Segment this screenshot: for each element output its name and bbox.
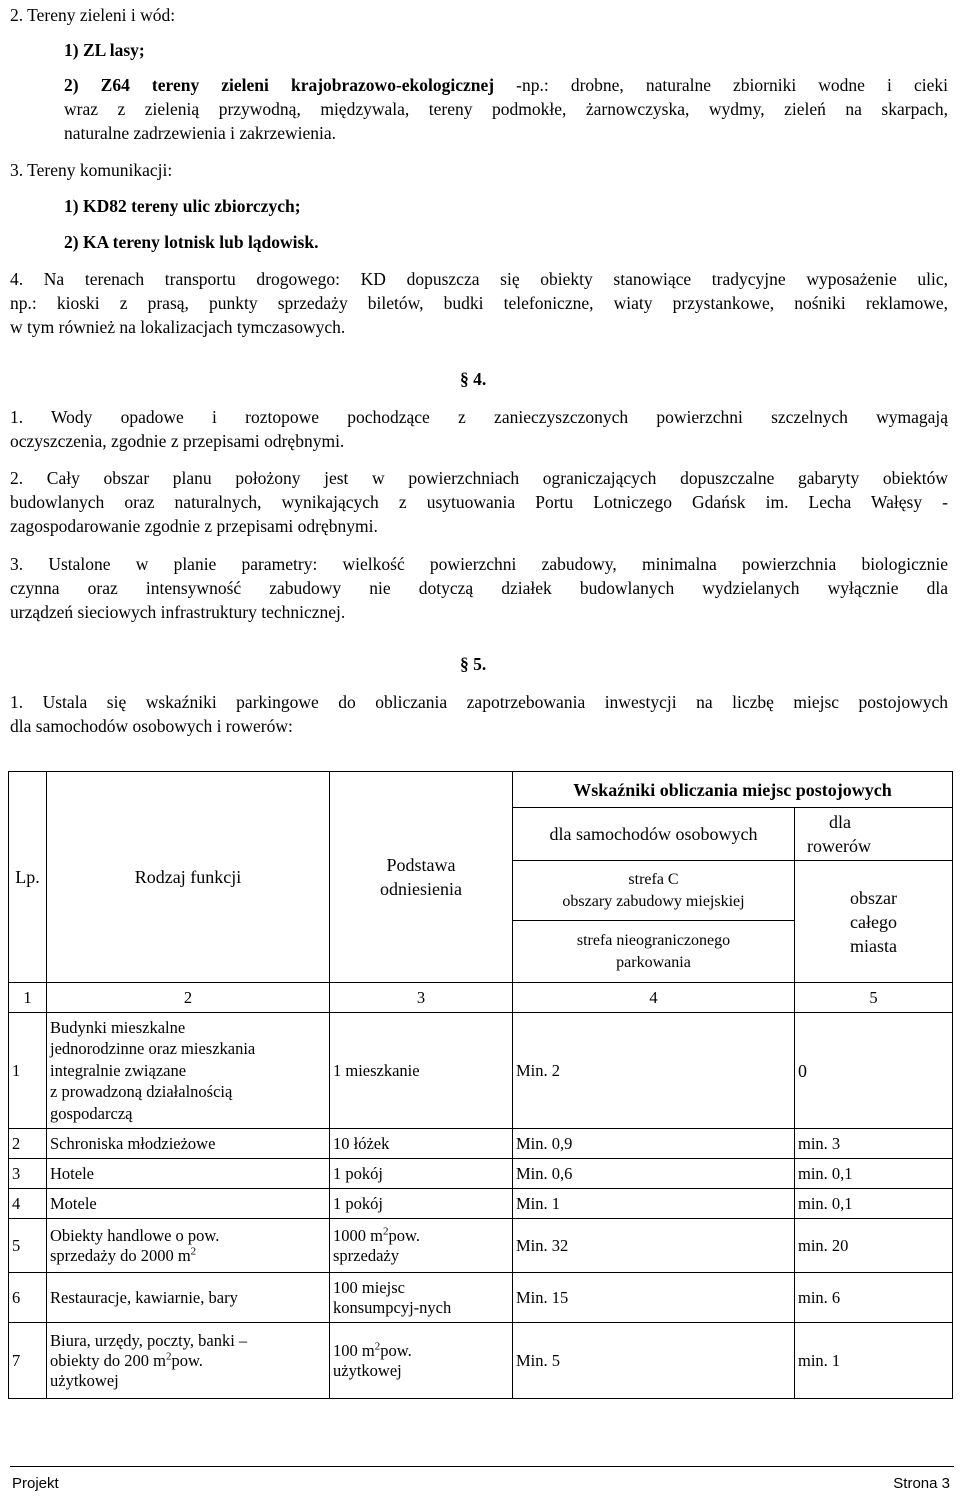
row-base: 1 pokój — [330, 1189, 513, 1219]
footer-page-number: Strona 3 — [893, 1475, 950, 1492]
row-bikes: min. 6 — [795, 1273, 953, 1323]
sec2-item2-line2: wraz z zielenią przywodną, międzywala, tereny podmokłe, żarnowczyska, wydmy, zieleń na skarpach, — [64, 99, 948, 119]
header-strefa-c — [513, 861, 795, 921]
row-function-line: z prowadzoną działalnością — [50, 1082, 233, 1102]
row-bikes: min. 0,1 — [795, 1189, 953, 1219]
row-function-line — [50, 1246, 326, 1266]
column-number: 3 — [330, 983, 513, 1013]
row-base-text: 100 m — [333, 1340, 375, 1360]
par4-p2-line1: 2. Cały obszar planu położony jest w powierzchniach ograniczających dopuszczalne gabaryty obiektów — [10, 468, 948, 488]
row-base — [330, 1273, 513, 1323]
row-cars: Min. 5 — [513, 1323, 795, 1399]
superscript: 2 — [190, 1245, 197, 1257]
row-cars: Min. 15 — [513, 1273, 795, 1323]
row-function: Schroniska młodzieżowe — [47, 1129, 330, 1159]
row-function: Motele — [47, 1189, 330, 1219]
row-function-text: obiekty do 200 m — [50, 1350, 166, 1370]
row-lp: 5 — [9, 1219, 47, 1273]
column-number: 4 — [513, 983, 795, 1013]
row-base-line: użytkowej — [333, 1360, 402, 1380]
par5-p1-line2: dla samochodów osobowych i rowerów: — [10, 716, 293, 736]
paragraph-5-heading: § 5. — [460, 654, 487, 674]
sec2-item2-rest: -np.: drobne, naturalne zbiorniki wodne i cieki — [494, 75, 948, 95]
table-row — [9, 1159, 953, 1189]
column-number: 2 — [47, 983, 330, 1013]
row-cars: Min. 0,9 — [513, 1129, 795, 1159]
header-obszar-line1: obszar — [850, 887, 897, 908]
row-function-line: jednorodzinne oraz mieszkania — [50, 1039, 256, 1059]
header-strefa-nieograniczona — [513, 921, 795, 983]
footer-divider — [10, 1466, 954, 1467]
row-function-text: pow. — [171, 1350, 203, 1370]
row-function-line: Biura, urzędy, poczty, banki – — [50, 1330, 248, 1350]
row-function — [47, 1323, 330, 1399]
header-rowery — [795, 808, 953, 861]
row-lp: 6 — [9, 1273, 47, 1323]
sec2-item2-line3: naturalne zadrzewienia i zakrzewienia. — [64, 123, 337, 143]
row-bikes: 0 — [795, 1013, 953, 1129]
row-function: Restauracje, kawiarnie, bary — [47, 1273, 330, 1323]
header-podstawa-line2: odniesienia — [380, 879, 462, 899]
row-function-line: Obiekty handlowe o pow. — [50, 1225, 220, 1245]
row-base-text: 1000 m — [333, 1225, 383, 1245]
sec4-line2: np.: kioski z prasą, punkty sprzedaży biletów, budki telefoniczne, wiaty przystankowe, nośniki reklamowe, — [10, 293, 948, 313]
row-base: 10 łóżek — [330, 1129, 513, 1159]
row-lp: 1 — [9, 1013, 47, 1129]
header-wskazniki: Wskaźniki obliczania miejsc postojowych — [513, 772, 953, 808]
header-rowery-line2: rowerów — [807, 836, 871, 856]
table-row — [9, 1189, 953, 1219]
row-base-line: konsumpcyj-nych — [333, 1297, 452, 1317]
header-samochody: dla samochodów osobowych — [513, 808, 795, 861]
header-podstawa-line1: Podstawa — [386, 855, 456, 875]
footer-left: Projekt — [12, 1475, 59, 1492]
sec2-item2-bold: 2) Z64 tereny zieleni krajobrazowo-ekologicznej — [64, 75, 495, 95]
header-strefa-c-line1: strefa C — [628, 870, 679, 888]
header-obszar-miasta — [795, 861, 953, 983]
superscript: 2 — [382, 1225, 389, 1237]
row-base: 1 mieszkanie — [330, 1013, 513, 1129]
table-row — [9, 1129, 953, 1159]
row-cars: Min. 1 — [513, 1189, 795, 1219]
par4-p1-line1: 1. Wody opadowe i roztopowe pochodzące z zanieczyszczonych powierzchni szczelnych wymagają — [10, 407, 948, 427]
par4-p2-line3: zagospodarowanie zgodnie z przepisami odrębnymi. — [10, 516, 378, 536]
row-lp: 4 — [9, 1189, 47, 1219]
header-strefa-c-line2: obszary zabudowy miejskiej — [562, 892, 745, 910]
row-function — [47, 1219, 330, 1273]
table-row — [9, 1273, 953, 1323]
row-bikes: min. 0,1 — [795, 1159, 953, 1189]
row-cars: Min. 32 — [513, 1219, 795, 1273]
row-lp: 3 — [9, 1159, 47, 1189]
row-base-line — [333, 1341, 509, 1361]
parking-table — [8, 771, 953, 1399]
par4-p3-line1: 3. Ustalone w planie parametry: wielkość powierzchni zabudowy, minimalna powierzchnia biologicznie — [10, 554, 948, 574]
row-base-line: 100 miejsc — [333, 1277, 405, 1297]
row-function-line: Budynki mieszkalne — [50, 1017, 186, 1037]
superscript: 2 — [165, 1350, 172, 1362]
row-function-line: gospodarczą — [50, 1103, 133, 1123]
header-strefa-n-line1: strefa nieograniczonego — [576, 931, 731, 949]
row-bikes: min. 20 — [795, 1219, 953, 1273]
row-function-line: integralnie związane — [50, 1060, 187, 1080]
header-strefa-n-line2: parkowania — [616, 953, 691, 971]
row-cars: Min. 0,6 — [513, 1159, 795, 1189]
par5-p1-line1: 1. Ustala się wskaźniki parkingowe do obliczania zapotrzebowania inwestycji na liczbę miejsc postojowych — [10, 692, 948, 712]
row-base-text: pow. — [380, 1340, 412, 1360]
row-cars: Min. 2 — [513, 1013, 795, 1129]
sec2-item2-line1 — [64, 74, 948, 96]
header-lp: Lp. — [9, 772, 47, 983]
row-function-line — [50, 1351, 326, 1371]
row-base-line: sprzedaży — [333, 1245, 399, 1265]
header-obszar-line3: miasta — [850, 935, 897, 956]
paragraph-4-heading: § 4. — [460, 369, 487, 389]
table-row — [9, 1323, 953, 1399]
row-base-text: pow. — [388, 1225, 420, 1245]
sec2-item1: 1) ZL lasy; — [64, 40, 145, 60]
header-rodzaj-funkcji: Rodzaj funkcji — [47, 772, 330, 983]
sec4-line1: 4. Na terenach transportu drogowego: KD dopuszcza się obiekty stanowiące tradycyjne wyposażenie ulic, — [10, 269, 948, 289]
column-number: 1 — [9, 983, 47, 1013]
par4-p3-line2: czynna oraz intensywność zabudowy nie dotyczą działek budowlanych wydzielanych wyłącznie dla — [10, 578, 948, 598]
superscript: 2 — [374, 1340, 381, 1352]
sec2-heading: 2. Tereny zieleni i wód: — [10, 5, 176, 25]
row-bikes: min. 3 — [795, 1129, 953, 1159]
row-function-text: sprzedaży do 2000 m — [50, 1245, 191, 1265]
par4-p2-line2: budowlanych oraz naturalnych, wynikających z usytuowania Portu Lotniczego Gdańsk im. Lecha Wałęsy - — [10, 492, 948, 512]
row-base — [330, 1219, 513, 1273]
header-podstawa — [330, 772, 513, 983]
row-function — [47, 1013, 330, 1129]
row-base — [330, 1323, 513, 1399]
header-obszar-line2: całego — [850, 911, 897, 932]
sec3-item2: 2) KA tereny lotnisk lub lądowisk. — [64, 232, 319, 252]
row-function-line: użytkowej — [50, 1370, 119, 1390]
sec4-line3: w tym również na lokalizacjach tymczasowych. — [10, 317, 346, 337]
column-numbers-row — [9, 983, 953, 1013]
row-function: Hotele — [47, 1159, 330, 1189]
row-lp: 7 — [9, 1323, 47, 1399]
row-base: 1 pokój — [330, 1159, 513, 1189]
column-number: 5 — [795, 983, 953, 1013]
header-rowery-line1: dla — [829, 812, 851, 832]
table-row — [9, 1013, 953, 1129]
row-base-line — [333, 1226, 509, 1246]
sec3-heading: 3. Tereny komunikacji: — [10, 160, 173, 180]
sec3-item1: 1) KD82 tereny ulic zbiorczych; — [64, 196, 301, 216]
row-bikes: min. 1 — [795, 1323, 953, 1399]
table-row — [9, 1219, 953, 1273]
par4-p3-line3: urządzeń sieciowych infrastruktury technicznej. — [10, 602, 346, 622]
row-lp: 2 — [9, 1129, 47, 1159]
par4-p1-line2: oczyszczenia, zgodnie z przepisami odrębnymi. — [10, 431, 345, 451]
